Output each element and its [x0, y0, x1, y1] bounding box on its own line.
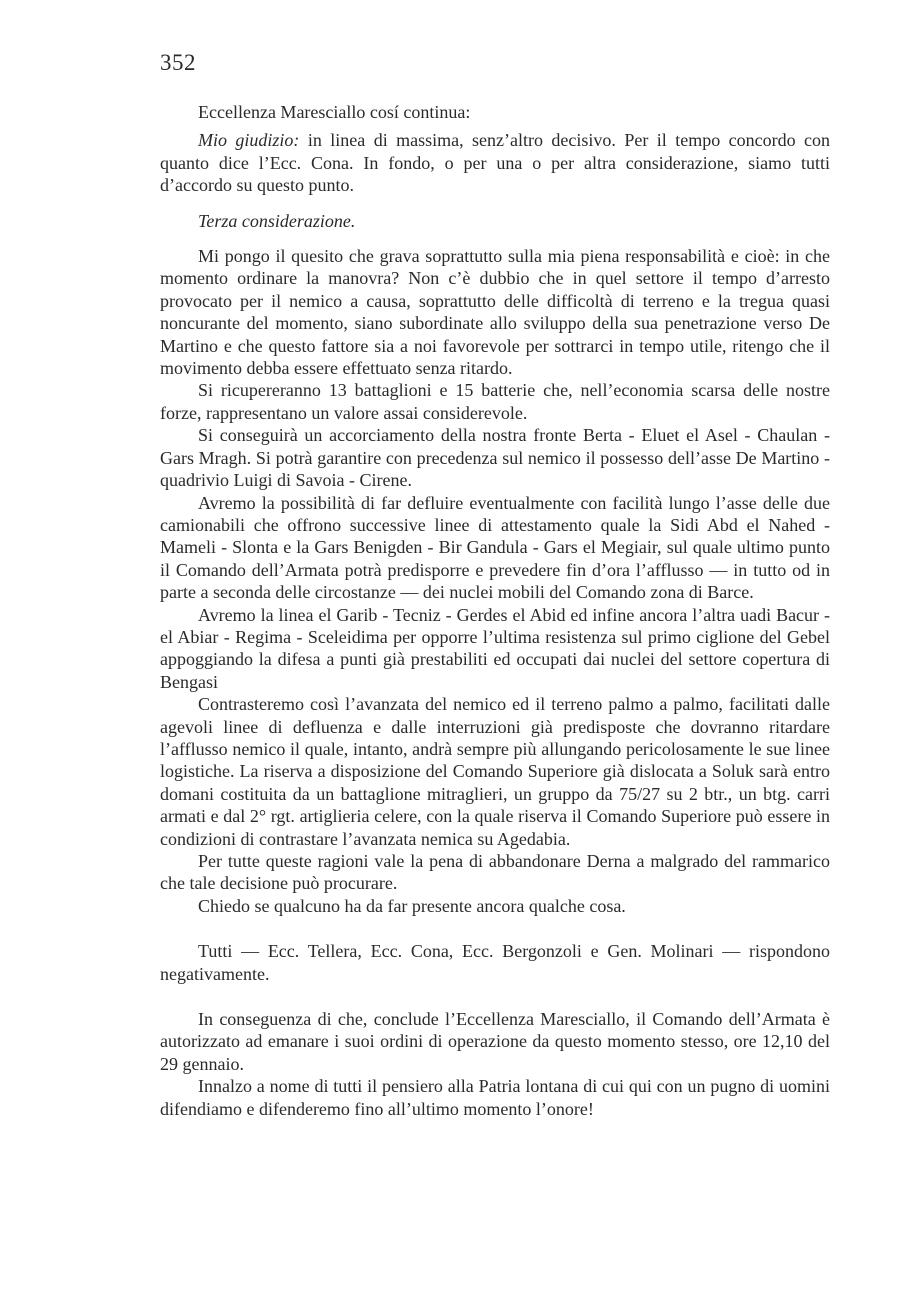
- paragraph-defluire: Avremo la possibilità di far defluire eventualmente con facilità lungo l’asse delle due camionabili che offrono successive linee di attestamento quale la Sidi Abd el Nahed - Mameli - Slonta e la Gars Benigden - Bir Gandula - Gars el Megiair, sul quale ultimo punto il Comando dell’Armata potrà predisporre e prevedere fin d’ora l’afflusso — in tutto od in parte a seconda delle circostanze — dei nuclei mobili del Comando zona di Barce.: [160, 492, 830, 603]
- paragraph-tutti: Tutti — Ecc. Tellera, Ecc. Cona, Ecc. Bergonzoli e Gen. Molinari — rispondono negativamente.: [160, 941, 830, 984]
- paragraph-contrasteremo: Contrasteremo così l’avanzata del nemico ed il terreno palmo a palmo, facilitati dalle agevoli linee di defluenza e dalle interruzioni già predisposte che dovranno ritardare l’afflusso nemico il quale, intanto, andrà sempre più allungando pericolosamente le sue linee logistiche. La riserva a disposizione del Comando Superiore già dislocata a Soluk sarà entro domani costituita da un battaglione mitraglieri, un gruppo da 75/27 su 2 btr., un btg. carri armati e dal 2° rgt. artiglieria celere, con la quale riserva il Comando Superiore può essere in condizioni di contrastare l’avanzata nemica su Agedabia.: [160, 694, 830, 849]
- paragraph-linea-garib: Avremo la linea el Garib - Tecniz - Gerdes el Abid ed infine ancora l’altra uadi Bacur - el Abiar - Regima - Sceleidima per opporre l’ultima resistenza sul primo ciglione del Gebel appoggiando la difesa a punti già prestabiliti ed occupati dai nuclei del settore copertura di Bengasi: [160, 604, 830, 692]
- paragraph-accorciamento: Si conseguirà un accorciamento della nostra fronte Berta - Eluet el Asel - Chaulan - Gars Mragh. Si potrà garantire con precedenza sul nemico il possesso dell’asse De Martino - quadrivio Luigi di Savoia - Cirene.: [160, 425, 830, 491]
- paragraph-ricupereranno: Si ricupereranno 13 battaglioni e 15 batterie che, nell’economia scarsa delle nostre forze, rappresentano un valore assai considerevole.: [160, 380, 830, 423]
- paragraph-innalzo: Innalzo a nome di tutti il pensiero alla Patria lontana di cui qui con un pugno di uomini difendiamo e difenderemo fino all’ultimo momento l’onore!: [160, 1076, 830, 1119]
- paragraph-intro: Eccellenza Maresciallo cosí continua:: [198, 102, 471, 122]
- paragraph-quesito: Mi pongo il quesito che grava soprattutto sulla mia piena responsabilità e cioè: in che momento ordinare la manovra? Non c’è dubbio che in quel settore il tempo d’arresto provocato per il nemico a causa, soprattutto delle difficoltà di terreno e la tregua quasi noncurante del momento, siano subordinate allo sviluppo della sua penetrazione verso De Martino e che questo fattore sia a noi favorevole per sottrarci in tempo utile, ritengo che il movimento debba essere effettuato senza ritardo.: [160, 246, 830, 379]
- giudizio-lead: Mio giudizio:: [198, 130, 300, 151]
- paragraph-chiedo: Chiedo se qualcuno ha da far presente ancora qualche cosa.: [198, 895, 626, 916]
- section-heading-terza-considerazione: Terza considerazione.: [198, 210, 356, 231]
- paragraph-ragioni: Per tutte queste ragioni vale la pena di abbandonare Derna a malgrado del rammarico che tale decisione può procurare.: [160, 851, 830, 894]
- giudizio-text: in linea di massima, senz’altro decisivo. Per il tempo concordo con quanto dice l’Ecc. Cona. In fondo, o per una o per altra considerazione, siamo tutti d’accordo su questo punto.: [160, 130, 831, 196]
- body-text: [160, 101, 830, 1120]
- paragraph-giudizio: [160, 129, 830, 196]
- paragraph-conseguenza: In conseguenza di che, conclude l’Eccellenza Maresciallo, il Comando dell’Armata è autorizzato ad emanare i suoi ordini di operazione da questo momento stesso, ore 12,10 del 29 gennaio.: [160, 1009, 830, 1074]
- page-number: 352: [160, 50, 196, 75]
